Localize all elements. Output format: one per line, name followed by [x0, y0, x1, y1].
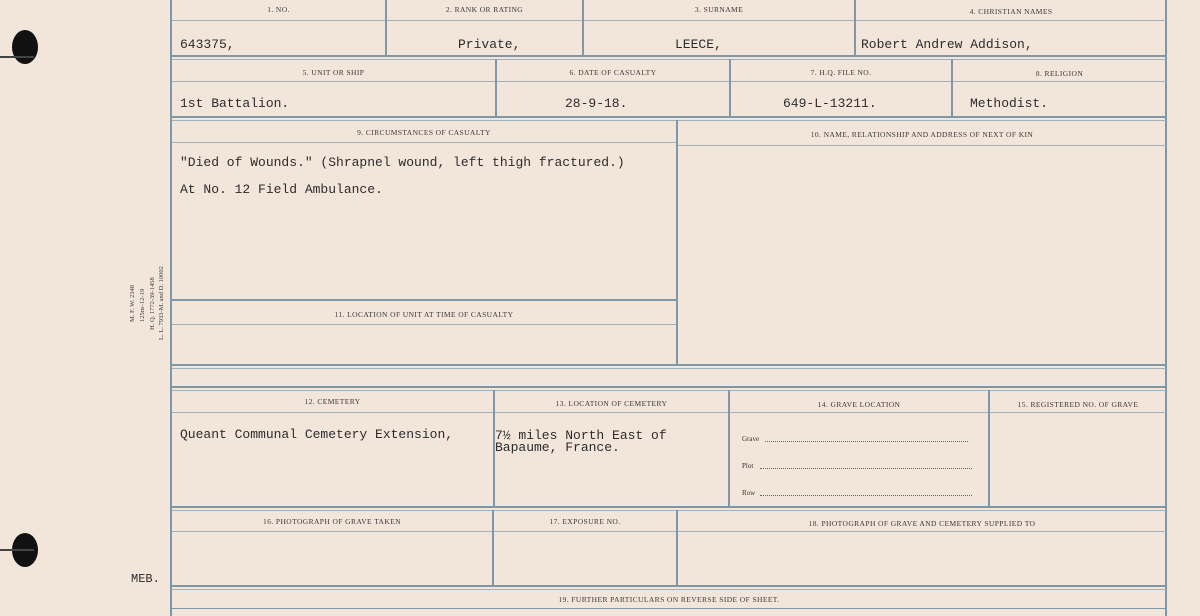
value-rank: Private, [458, 37, 521, 52]
row2-label-rule [172, 81, 1166, 82]
row-label: Row [742, 489, 756, 497]
row2-top-rule [172, 59, 1166, 60]
row4-top-rule [172, 390, 1166, 391]
circumstances-bottom-rule [172, 299, 676, 301]
label-number: 1. NO. [267, 5, 290, 14]
label-christian-names: 4. CHRISTIAN NAMES [969, 7, 1053, 16]
value-religion: Methodist. [970, 96, 1049, 111]
side-code-2: 125m–12-19 [139, 288, 146, 322]
value-circumstances-line1: "Died of Wounds." (Shrapnel wound, left thigh fractured.) [180, 155, 625, 170]
row3-bottom-rule [172, 364, 1166, 366]
row4-bottom-rule [172, 506, 1166, 508]
value-circumstances-line2: At No. 12 Field Ambulance. [180, 182, 383, 197]
label-photograph-taken: 16. PHOTOGRAPH OF GRAVE TAKEN [263, 517, 401, 526]
label-unit: 5. UNIT OR SHIP [302, 68, 365, 77]
value-cemetery: Queant Communal Cemetery Extension, [180, 427, 454, 442]
value-date-of-casualty: 28-9-18. [565, 96, 628, 111]
side-code-1: M. F. W. 2348 [129, 284, 136, 322]
row3-label-rule-right [678, 145, 1166, 146]
label-exposure-no: 17. EXPOSURE NO. [549, 517, 621, 526]
label-hq-file: 7. H.Q. FILE NO. [810, 68, 872, 77]
row4-label-rule [172, 412, 1166, 413]
row5-top-rule [172, 510, 1166, 511]
grave-label: Grave [742, 435, 760, 443]
row2-bottom-rule [172, 116, 1166, 118]
initials: MEB. [131, 572, 160, 586]
label-grave-location: 14. GRAVE LOCATION [817, 400, 901, 409]
punch-hole-bottom-line [0, 549, 34, 551]
footer-bottom-rule [172, 608, 1166, 609]
punch-hole-top-line [0, 56, 34, 58]
label-registered-no: 15. REGISTERED NO. OF GRAVE [1017, 400, 1139, 409]
plot-label: Plot [742, 462, 754, 470]
row-dotline [760, 495, 972, 496]
row1-label-rule [172, 20, 1166, 21]
label-circumstances: 9. CIRCUMSTANCES OF CASUALTY [357, 128, 491, 137]
row3-top-rule [172, 120, 1166, 121]
note-top-rule [172, 368, 1166, 369]
value-hq-file: 649-L-13211. [783, 96, 877, 111]
row3-div [676, 120, 678, 366]
value-number: 643375, [180, 37, 235, 52]
label-date-of-casualty: 6. DATE OF CASUALTY [569, 68, 657, 77]
side-code-3: H. Q. 1772-39-1458 [149, 277, 156, 330]
label-next-of-kin: 10. NAME, RELATIONSHIP AND ADDRESS OF NEXT OF KIN [810, 130, 1034, 139]
label-cemetery: 12. CEMETERY [304, 397, 361, 406]
label-religion: 8. RELIGION [1035, 69, 1084, 78]
row2-div3 [951, 59, 953, 117]
value-unit: 1st Battalion. [180, 96, 290, 111]
label-photograph-supplied: 18. PHOTOGRAPH OF GRAVE AND CEMETERY SUPPLIED TO [808, 519, 1036, 528]
grave-dotline [765, 441, 968, 442]
label-location-of-unit: 11. LOCATION OF UNIT AT TIME OF CASUALTY [334, 310, 514, 319]
punch-hole-top [12, 30, 38, 64]
note-bottom-rule [172, 386, 1166, 388]
value-location-of-cemetery-line1: 7½ miles North East of [495, 428, 667, 443]
row5-label-rule [172, 531, 1166, 532]
row5-bottom-rule [172, 585, 1166, 587]
plot-dotline [760, 468, 972, 469]
label-location-of-cemetery: 13. LOCATION OF CEMETERY [555, 399, 668, 408]
location-label-rule [172, 324, 676, 325]
value-location-of-cemetery-line2: Bapaume, France. [495, 440, 620, 455]
row3-label-rule-left [172, 142, 676, 143]
label-further-particulars: 19. FURTHER PARTICULARS ON REVERSE SIDE OF SHEET. [558, 595, 780, 604]
label-surname: 3. SURNAME [694, 5, 744, 14]
value-surname: LEECE, [675, 37, 722, 52]
side-code-4: L. L. 7933-M. and D. 10002 [158, 266, 165, 340]
label-rank: 2. RANK OR RATING [445, 5, 524, 14]
footer-top-rule [172, 589, 1166, 590]
row1-bottom-rule [172, 55, 1166, 57]
value-christian-names: Robert Andrew Addison, [861, 37, 1033, 52]
